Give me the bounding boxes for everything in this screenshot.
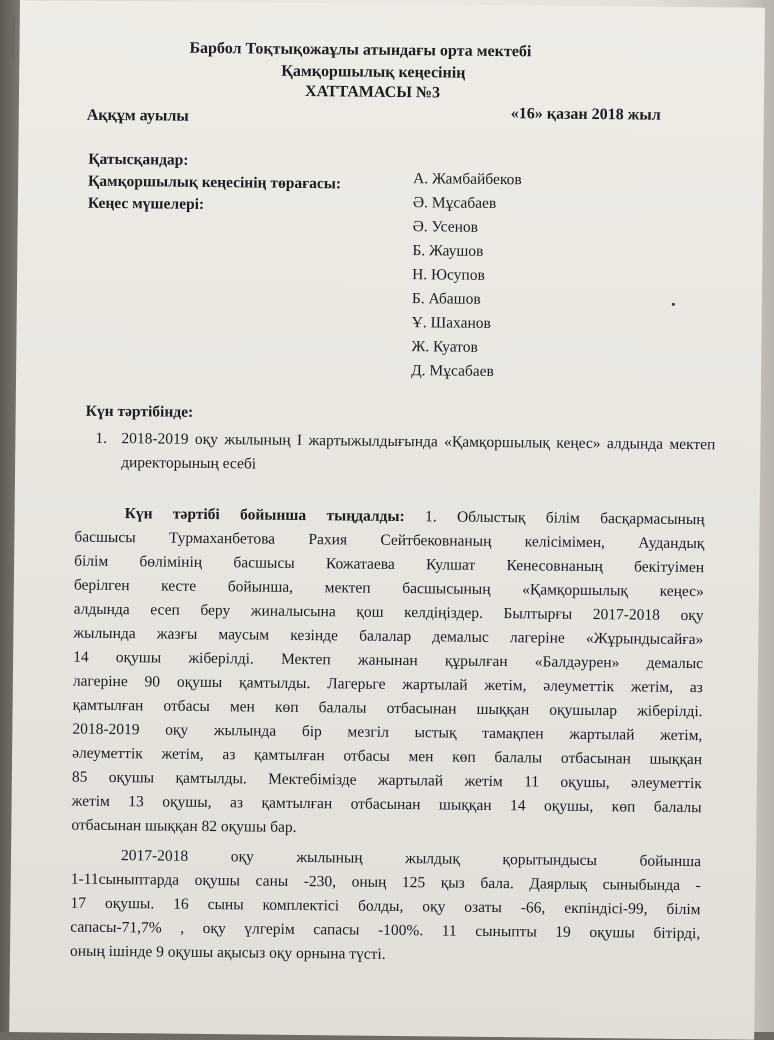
- body-line: жылында жазғы маусым кезінде балалар демалыс лагеріне «Жұрындысайға»: [73, 624, 704, 649]
- school-name: Барбол Тоқтықожаұлы атындағы орта мектебі: [189, 39, 532, 61]
- body-line: 2018-2019 оқу жылында бір мезгіл ыстық тамақпен жартылай жетім,: [72, 720, 703, 745]
- body-line: 17 оқушы. 16 сыны комплектісі болды, оқу озаты -66, екпіндісі-99, білім: [70, 894, 701, 919]
- body-line: сапасы-71,7% , оқу үлгерім сапасы -100%. 11 сыныпты 19 оқушы бітірді,: [70, 918, 701, 943]
- council-title: Қамқоршылық кеңесінің: [281, 62, 466, 82]
- pen-mark: [11, 20, 14, 60]
- member-name: Ә. Мұсабаев: [412, 194, 497, 212]
- body-line: қамтылған отбасы мен көп балалы отбасынан шыққан оқушылар жіберілді.: [72, 696, 703, 721]
- member-name: Ж. Куатов: [411, 338, 478, 356]
- body-line: лагеріне 90 оқушы қамтылды. Лагерьге жартылай жетім, әлеуметтік жетім, аз: [72, 672, 703, 697]
- agenda-title: Күн тәртібінде:: [85, 402, 194, 421]
- member-name: Н. Юсупов: [412, 266, 485, 284]
- participants-label: Қатысқандар:: [88, 150, 189, 169]
- body-line: 85 оқушы қамтылды. Мектебімізде жартылай жетім 11 оқушы, әлеуметтік: [71, 768, 702, 793]
- place-name: Аққұм ауылы: [86, 106, 189, 125]
- body-line: берілген кесте бойынша, мектеп басшысының «Қамқоршылық кеңес»: [73, 576, 704, 601]
- chair-label: Қамқоршылық кеңесінің төрағасы:: [88, 172, 342, 193]
- body-line: отбасынан шыққан 82 оқушы бар.: [71, 816, 297, 836]
- body-line: білім бөлімінің басшысы Кожатаева Кулшат Кенесовнаның бекітуімен: [74, 552, 705, 577]
- member-name: Д. Мұсабаев: [411, 362, 495, 380]
- agenda-text: 2018-2019 оқу жылының І жартыжылдығында «Қамқоршылық кеңес» алдында мектеп директорының есебі: [121, 430, 716, 473]
- speck: [672, 303, 675, 306]
- body-text: 1. Облыстық білім басқармасының: [424, 508, 705, 529]
- body-paragraph-start: 2017-2018 оқу жылының жылдық қорытындысы бойынша: [120, 847, 702, 871]
- protocol-date: «16» қазан 2018 жыл: [510, 105, 661, 124]
- body-line: жетім 13 оқушы, аз қамтылған отбасынан шыққан 14 оқушы, көп балалы: [71, 792, 702, 817]
- member-name: Б. Жаушов: [412, 242, 484, 260]
- member-name: Ұ. Шаханов: [411, 314, 491, 332]
- heard-label: Күн тәртібі бойынша тыңдалды:: [124, 505, 405, 526]
- agenda-item: [95, 427, 715, 481]
- member-name: Б. Абашов: [411, 290, 481, 308]
- member-name: Ә. Усенов: [412, 218, 479, 236]
- body-line: 1-11сыныптарда оқушы саны -230, оның 125 қыз бала. Даярлық сыныбында -: [70, 870, 701, 895]
- members-label: Кеңес мүшелері:: [87, 194, 205, 213]
- body-line: оның ішінде 9 оқушы ақысыз оқу орнына түсті.: [69, 942, 386, 963]
- body-first-line: [75, 505, 705, 530]
- body-line: алдында есеп беру жиналысына қош келдіңіздер. Былтырғы 2017-2018 оқу: [73, 600, 704, 625]
- agenda-number: 1.: [95, 429, 108, 447]
- body-line: әлеуметтік жетім, аз қамтылған отбасы мен көп балалы отбасынан шыққан: [72, 744, 703, 769]
- body-line: 14 оқушы жіберілді. Мектеп жанынан құрылған «Балдәурен» демалыс: [73, 648, 704, 673]
- protocol-title: ХАТТАМАСЫ №3: [304, 82, 441, 102]
- document-page: [9, 0, 765, 1040]
- member-name: А. Жамбайбеков: [413, 170, 522, 189]
- body-line: басшысы Турмаханбетова Рахия Сейтбековнаның келісімімен, Аудандық: [74, 528, 705, 553]
